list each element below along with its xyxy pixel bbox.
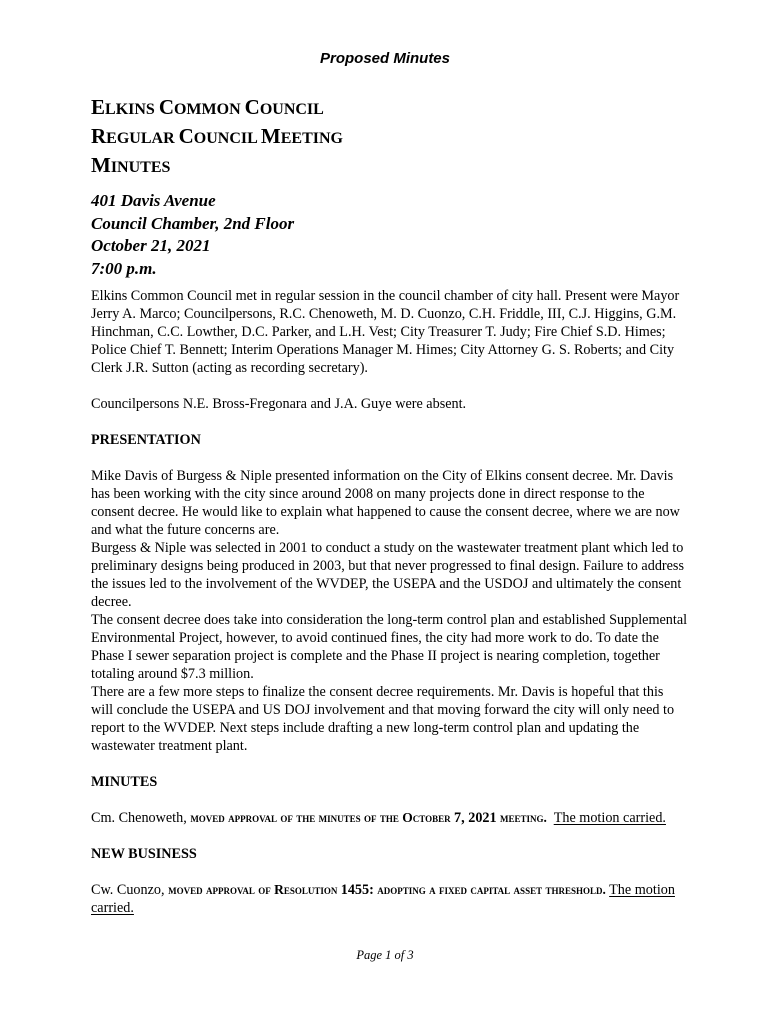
presentation-paragraph-4: There are a few more steps to finalize the consent decree requirements. Mr. Davis is hopeful that this will conclude the USEPA and US DOJ involvement and that moving forward the city will only need to report to the WVDEP. Next steps include drafting a new long-term control plan and updating the wastewater treatment plant. [91, 684, 675, 754]
venue-address: 401 Davis Avenue [91, 191, 216, 210]
minutes-motion-result: The motion carried. [553, 810, 666, 826]
minutes-heading: MINUTES [91, 774, 158, 790]
page-number: Page 1 of 3 [356, 948, 414, 962]
absent-paragraph: Councilpersons N.E. Bross-Fregonara and J.A. Guye were absent. [91, 396, 467, 412]
meeting-time: 7:00 p.m. [91, 258, 157, 278]
proposed-minutes-note: Proposed Minutes [319, 50, 450, 67]
new-business-motion-result: The motion carried. [91, 882, 675, 916]
meeting-date: October 21, 2021 [91, 236, 211, 255]
attendance-paragraph: Elkins Common Council met in regular session in the council chamber of city hall. Present were Mayor Jerry A. Marco; Councilpersons, R.C. Chenoweth, M. D. Cuonzo, C.H. Friddle, III, C.J. Higgins, G.M. Hinchman, C.C. Lowther, D.C. Parker, and L.H. Vest; City Treasurer T. Judy; Fire Chief S.D. Himes; Police Chief T. Bennett; Interim Operations Manager M. Himes; City Attorney G. S. Roberts; and City Clerk J.R. Sutton (acting as recording secretary). [91, 288, 680, 376]
document-title [91, 94, 343, 181]
venue-room: Council Chamber, 2nd Floor [91, 213, 295, 233]
presentation-paragraph-1: Mike Davis of Burgess & Niple presented information on the City of Elkins consent decree. Mr. Davis has been working with the city since around 2008 on many projects done in direct response to the consent decree. He would like to explain what happened to cause the consent decree, where we are now and what the future concerns are. [91, 468, 680, 538]
title-line-1: ELKINS COMMON COUNCIL [91, 95, 324, 119]
minutes-motion: Cm. Chenoweth, moved approval of the minutes of the October 7, 2021 meeting. The motion carried. [91, 810, 666, 826]
meeting-venue [91, 190, 294, 280]
presentation-paragraph-2: Burgess & Niple was selected in 2001 to conduct a study on the wastewater treatment plant which led to preliminary designs being produced in 2003, but that never progressed to final design. Failure to address the issues led to the involvement of the WVDEP, the USEPA and the USDOJ and ultimately the consent decree. [91, 540, 684, 610]
new-business-motion: Cw. Cuonzo, moved approval of Resolution 1455: adopting a fixed capital asset threshold. The motion carried. [91, 882, 675, 916]
title-line-3: MINUTES [91, 153, 171, 177]
presentation-paragraph-3: The consent decree does take into consideration the long-term control plan and established Supplemental Environmental Project, however, to avoid continued fines, the city had more work to do. To date the Phase I sewer separation project is complete and the Phase II project is nearing completion, together totaling around $7.3 million. [91, 612, 688, 682]
title-line-2: REGULAR COUNCIL MEETING [91, 124, 343, 148]
new-business-heading: NEW BUSINESS [91, 846, 197, 862]
presentation-heading: PRESENTATION [91, 432, 201, 448]
minutes-body [91, 287, 689, 935]
